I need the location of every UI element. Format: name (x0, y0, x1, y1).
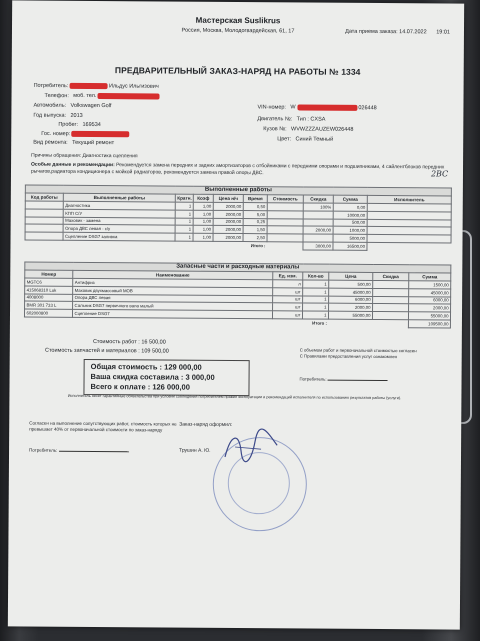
phone-value: моб. тел. (73, 93, 97, 100)
signature-line (328, 375, 388, 380)
cell: Опора ДВС левая - с/у (63, 225, 175, 234)
cell: 55000,00 (408, 312, 450, 320)
total-cost-value: 129 000,00 (164, 362, 202, 372)
cell: 2000,00 (409, 304, 451, 312)
cell: 45000,00 (329, 288, 373, 296)
cell: 500,00 (333, 219, 367, 227)
cell: 1 (175, 202, 193, 210)
cell: 2000,00 (213, 234, 243, 242)
cell: 6000,00 (409, 296, 451, 304)
cell: 2000,00 (213, 218, 243, 226)
cell: шт (273, 295, 303, 303)
mileage-row (58, 122, 101, 129)
repair-type-label: Вид ремонта: (33, 139, 68, 146)
cell: 45000,00 (409, 288, 451, 296)
consent-left (29, 421, 179, 455)
cell: 2000,00 (329, 304, 373, 312)
cell: 1 (175, 210, 193, 218)
cell: 55000,00 (328, 311, 372, 319)
parts-col-qty: Кол-во (303, 272, 329, 280)
works-col-cost: Стоимость (267, 195, 303, 203)
parts-cost-label: Стоимость запчастей и материалов : (44, 347, 140, 355)
engine-value: Тип : CXSA (296, 116, 326, 123)
shop-address: Россия, Москва, Молодогвардейская, 61, 17 (181, 27, 295, 35)
cell: 0,50 (243, 203, 267, 211)
works-col-executor: Исполнитель (367, 196, 451, 204)
warranty-note: Исполнитель несет гарантийные обязательства при условии соблюдения потребителем правил эксплуатации и рекомендаций исполнителя по использованию результатов работы (услуги). (67, 393, 402, 401)
consent-left-text: Согласен на выполнение сопутствующих работ, стоимость которых не превышает 40% от первоначальной стоимости по заказ-наряду (29, 420, 177, 433)
car-label: Автомобиль: (33, 102, 67, 109)
cell: BMR 301 733 L (25, 301, 73, 309)
repair-type-value: Текущий ремонт (72, 139, 115, 147)
cell: шт (273, 288, 303, 296)
vin-suffix: 026448 (358, 105, 377, 112)
consent-right-line2: С Правилами предоставления услуг ознакомлен (299, 353, 398, 359)
cell: 0,25 (243, 218, 267, 226)
handwritten-note: 2ВС (430, 169, 449, 179)
consumer-label: Потребитель: (33, 82, 69, 90)
parts-total-label: Итого : (312, 320, 327, 326)
parts-col-number: Номер (25, 270, 73, 278)
consent-right-line1: С объемом работ и первоначальной стоимостью согласен (299, 347, 417, 354)
color-row (277, 136, 333, 143)
signature-line (59, 446, 129, 451)
vin-prefix: W (290, 104, 296, 111)
total-cost-label: Общая стоимость : (90, 361, 163, 372)
engine-row (257, 116, 325, 123)
consent-right-signature (300, 375, 450, 383)
cell: Маховик двухмассовый MOB (73, 286, 273, 295)
works-cost-label: Стоимость работ : (92, 339, 140, 346)
reason-label: Причины обращения: (31, 152, 82, 159)
cell: 1000,00 (333, 227, 367, 235)
cell (267, 203, 303, 211)
cell: 1,00 (193, 226, 213, 234)
to-pay-value: 126 000,00 (152, 382, 190, 392)
cell (372, 319, 408, 327)
works-total-label: Итого : (250, 243, 266, 249)
cell: 2000,00 (213, 202, 243, 210)
cell: Сальник DSG7 первичного вала малый (73, 302, 273, 311)
cell: Опора ДВС левая (73, 294, 273, 303)
body-label: Кузов №: (263, 126, 287, 133)
cell: 500,00 (329, 280, 373, 288)
cell: Сцепление DSG7 (72, 310, 272, 319)
cell: 10000,00 (333, 211, 367, 219)
works-col-mult: Кратн. (175, 194, 193, 202)
works-section-title: Выполненные работы (25, 185, 451, 196)
cell: 2,50 (243, 234, 267, 242)
parts-col-sum: Сумма (409, 273, 451, 281)
parts-table (24, 262, 451, 329)
vin-row (257, 104, 376, 112)
cell: 1,00 (193, 233, 213, 241)
cell: 4008000 (25, 294, 73, 302)
body-row (263, 126, 353, 133)
special-label: Особые данные и рекомендации: (31, 161, 115, 168)
works-cost-value: 16 500,00 (141, 339, 166, 346)
cell (267, 226, 303, 234)
cell: Диагностика (63, 201, 175, 210)
parts-cost-row (40, 348, 169, 358)
works-table (24, 185, 452, 252)
cell: Сцепление DSG7 заливка (63, 232, 175, 241)
cell (267, 218, 303, 226)
cell: 5000,00 (333, 234, 367, 242)
engine-label: Двигатель №: (257, 116, 293, 123)
special-value: Рекомендуется замена передних и задних амортизаторов с отбойниками с передними опорами и подшипниками, 4 сайлентблоков передних рычагов,радиатора кондиционера с мойкой радиаторов, рекомендуется замена правой опоры ДВС. (30, 161, 445, 176)
cell: 1 (175, 233, 193, 241)
parts-col-price: Цена (329, 272, 373, 280)
mileage-label: Пробег: (58, 121, 79, 128)
cell (373, 288, 409, 296)
cell: 2000,00 (213, 210, 243, 218)
works-total-sum: 16500,00 (333, 242, 367, 250)
to-pay-row (90, 382, 242, 393)
discount-label: Ваша скидка составила : (90, 371, 184, 382)
works-col-rate: Цена н/ч (213, 195, 243, 203)
discount-value: 3 000,00 (185, 372, 215, 382)
cell: 1 (175, 218, 193, 226)
cell (373, 280, 409, 288)
reason-value: Диагностика сцепления (82, 152, 138, 160)
year-row (33, 113, 82, 120)
cell: 602000800 (24, 309, 72, 317)
cell: 1 (303, 296, 329, 304)
year-value: 2013 (70, 112, 83, 119)
color-value: Синий Темный (295, 136, 334, 143)
car-row (33, 103, 111, 110)
cell (303, 219, 333, 227)
cell: 1,00 (193, 218, 213, 226)
car-value: Volkswagen Golf (70, 102, 112, 110)
mileage-value: 169534 (82, 121, 101, 129)
parts-cost-value: 109 500,00 (141, 348, 169, 355)
consumer-row (34, 83, 159, 91)
consent-right (300, 347, 450, 382)
cell: 1,50 (243, 226, 267, 234)
cell (372, 312, 408, 320)
cell (373, 304, 409, 312)
works-col-coef: Коэф (193, 194, 213, 202)
works-col-sum: Сумма (333, 195, 367, 203)
cell: 5,00 (243, 210, 267, 218)
repair-type-row (33, 140, 114, 147)
cell: 415068310 Luk (25, 286, 73, 294)
parts-col-discount: Скидка (373, 273, 409, 281)
parts-section-title: Запасные части и расходные материалы (25, 262, 451, 273)
cell: Антифриз (73, 278, 273, 287)
cell (303, 211, 333, 219)
parts-total-row (24, 317, 450, 328)
totals-box (83, 359, 249, 396)
accept-date (345, 29, 450, 36)
cell: 2000,00 (303, 226, 333, 234)
consumer-value: Ильдус Ильгизович (108, 83, 159, 90)
cell: 1,00 (193, 202, 213, 210)
consent-right-consumer-label: Потребитель: (299, 376, 327, 382)
cell: 1500,00 (409, 281, 451, 289)
parts-col-name: Наименование (73, 271, 273, 280)
cell: 1 (303, 288, 329, 296)
cell (267, 242, 303, 250)
cell: шт (272, 311, 302, 319)
cell: 1 (303, 303, 329, 311)
accept-date-label: Дата приема заказа: (345, 28, 398, 36)
accept-time-value: 19:01 (436, 29, 450, 36)
issuer-name: Трушин А. Ю. (179, 447, 211, 454)
works-total-row (25, 240, 451, 251)
color-label: Цвет: (277, 136, 292, 143)
works-total-discount: 3000,00 (303, 242, 333, 250)
cell: 0,00 (333, 203, 367, 211)
works-col-code: Код работы (25, 193, 63, 201)
plate-row (41, 131, 129, 139)
redaction-vin (297, 104, 357, 110)
works-col-name: Выполненные работы (63, 193, 175, 202)
parts-col-unit: Ед. изм. (273, 272, 303, 280)
parts-total-sum: 109500,00 (408, 320, 450, 328)
cell: MGTC6 (25, 278, 73, 286)
cell (267, 210, 303, 218)
cell: 1 (303, 280, 329, 288)
consent-left-signature (29, 446, 179, 454)
cell: 2000,00 (213, 226, 243, 234)
vin-label: VIN-номер: (257, 104, 287, 111)
body-value: WVWZZZAUZEW026448 (291, 126, 354, 133)
notes-block (31, 153, 451, 178)
cell: 1 (175, 225, 193, 233)
consent-left-consumer-label: Потребитель: (29, 447, 58, 453)
shop-name: Мастерская Suslikrus (195, 15, 281, 26)
cell (328, 319, 372, 327)
document-title: ПРЕДВАРИТЕЛЬНЫЙ ЗАКАЗ-НАРЯД НА РАБОТЫ № 1334 (114, 65, 361, 77)
cell: 1,00 (193, 210, 213, 218)
cell (267, 234, 303, 242)
works-col-time: Время (243, 195, 267, 203)
cell (367, 242, 451, 250)
cell (373, 296, 409, 304)
cell: шт (273, 303, 303, 311)
year-label: Год выпуска: (33, 112, 67, 119)
phone-row (44, 93, 159, 101)
cost-summary (40, 339, 169, 358)
cell: л (273, 280, 303, 288)
redaction-consumer-surname (70, 83, 108, 89)
accept-date-value: 14.07.2022 (399, 29, 427, 36)
cell: Маховик - замена (63, 217, 175, 226)
to-pay-label: Всего к оплате : (90, 381, 151, 392)
issuer-label: Заказ-наряд оформил: (179, 421, 233, 428)
redaction-phone (98, 93, 160, 99)
cell: 6000,00 (329, 296, 373, 304)
phone-label: Телефон: (44, 92, 69, 100)
handwritten-signature (221, 427, 281, 467)
special-row (31, 161, 451, 177)
works-col-discount: Скидка (303, 195, 333, 203)
cell: КПП С/У (63, 209, 175, 218)
plate-label: Гос. номер: (41, 130, 71, 138)
cell (303, 234, 333, 242)
cell: 100% (303, 203, 333, 211)
redaction-plate (72, 131, 130, 137)
cell: 1 (302, 311, 328, 319)
work-order-document (8, 0, 464, 629)
